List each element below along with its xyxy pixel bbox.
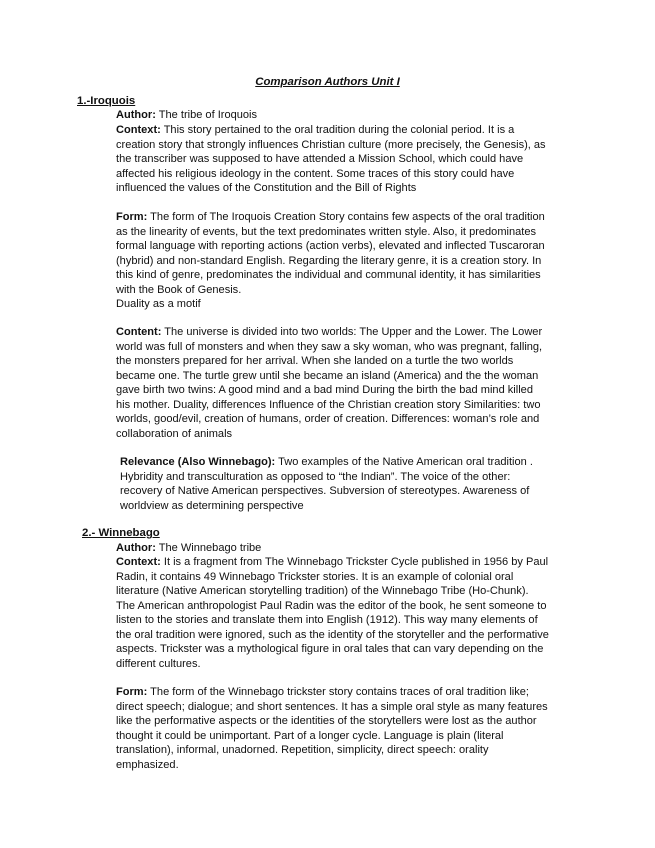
- text-line: Hybridity and transculturation as opposed to “the Indian”. The voice of the other:: [120, 470, 511, 483]
- context-label: Context:: [116, 124, 161, 136]
- text-line: different cultures.: [116, 657, 201, 670]
- relevance-paragraph: [120, 455, 580, 513]
- text-line: It is a fragment from The Winnebago Trickster Cycle published in 1956 by Paul: [163, 556, 549, 568]
- author-label: Author:: [116, 109, 156, 121]
- author-label: Author:: [116, 542, 156, 554]
- text-line: influenced the values of the Constitution and the Bill of Rights: [116, 182, 417, 194]
- form-label: Form:: [116, 686, 148, 698]
- text-line: formal language with reporting actions (action verbs), elevated and inflected Tuscaroran: [116, 240, 545, 252]
- section-heading-winnebago: 2.- Winnebago: [82, 527, 160, 539]
- form-paragraph: [116, 210, 586, 312]
- author-value: The tribe of Iroquois: [158, 109, 258, 121]
- text-line: direct speech; dialogue; and short sentences. It has a simple oral style as many features: [116, 700, 548, 713]
- text-line: with the Book of Genesis.: [116, 283, 242, 296]
- text-line: The American anthropologist Paul Radin was the editor of the book, he sent someone to: [116, 599, 547, 612]
- text-line: the transcriber was supposed to have attended a Mission School, which could have: [116, 153, 524, 165]
- text-line: (hybrid) and non-standard English. Regarding the literary genre, it is a creation story. In: [116, 254, 542, 267]
- text-line: worlds, good/evil, creation of humans, order of creation. Differences: woman’s role and: [116, 413, 540, 425]
- text-line: The universe is divided into two worlds: The Upper and the Lower. The Lower: [164, 326, 543, 338]
- context-label: Context:: [116, 556, 161, 568]
- document-title: Comparison Authors Unit I: [255, 76, 400, 88]
- text-line: The form of The Iroquois Creation Story contains few aspects of the oral tradition: [150, 211, 545, 223]
- text-line: emphasized.: [116, 758, 179, 771]
- text-line: his mother. Duality, differences Influence of the Christian creation story Similarities: two: [116, 398, 541, 411]
- context-paragraph: [116, 555, 586, 671]
- text-line: this kind of genre, predominates the individual and communal identity, it has similarities: [116, 269, 541, 281]
- context-paragraph: [116, 123, 586, 196]
- text-line: the oral tradition were ignored, such as the identity of the storyteller and the performative: [116, 628, 549, 641]
- text-line: Radin, it contains 49 Winnebago Trickster stories. It is an example of colonial oral: [116, 570, 514, 583]
- text-line: the monsters prepared for her arrival. When she landed on a turtle the two worlds: [116, 355, 514, 367]
- form-paragraph: [116, 685, 586, 772]
- author-paragraph: [116, 108, 586, 123]
- section-heading-iroquois: 1.-Iroquois: [77, 95, 136, 107]
- text-line: gave birth two twins: A good mind and a bad mind During the birth the bad mind killed: [116, 384, 533, 396]
- text-line: This story pertained to the oral tradition during the colonial period. It is a: [163, 124, 515, 136]
- text-line: aspects. Trickster was a mythological figure in oral tales that can vary depending on the: [116, 643, 544, 655]
- content-label: Content:: [116, 326, 162, 338]
- text-line: Two examples of the Native American oral tradition .: [278, 456, 533, 468]
- text-line: worldview as determining perspective: [120, 499, 304, 512]
- text-line: as the linearity of events, but the text predominates written style. Also, it predominates: [116, 225, 536, 238]
- text-line: listen to the stories and translate them into English (1912). This way many elements of: [116, 614, 538, 626]
- text-line: creation story that strongly influences Christian culture (more precisely, the Genesis), as: [116, 138, 546, 151]
- content-paragraph: [116, 325, 586, 441]
- text-line: thought it could be unimportant. Part of a longer cycle. Language is plain (literal: [116, 729, 504, 742]
- text-line: literature (Native American storytelling tradition) of the Winnebago Tribe (Ho-Chunk).: [116, 585, 529, 597]
- text-line: world was full of monsters and when they saw a sky woman, who was pregnant, falling,: [116, 340, 543, 353]
- text-line: translation), informal, unadorned. Repetition, simplicity, direct speech: orality: [116, 744, 489, 756]
- text-line: recovery of Native American perspectives. Subversion of stereotypes. Awareness of: [120, 485, 530, 497]
- text-line: became one. The turtle grew until she became an island (America) and the the woman: [116, 369, 539, 382]
- text-line: Duality as a motif: [116, 298, 201, 310]
- text-line: like the performative aspects or the identities of the storytellers were lost as the author: [116, 715, 537, 727]
- text-line: The form of the Winnebago trickster story contains traces of oral tradition like;: [150, 686, 529, 698]
- form-label: Form:: [116, 211, 148, 223]
- author-paragraph: [116, 541, 586, 556]
- author-value: The Winnebago tribe: [158, 542, 262, 554]
- text-line: affected his religious ideology in the content. Some traces of this story could have: [116, 167, 515, 180]
- relevance-label: Relevance (Also Winnebago):: [120, 456, 276, 468]
- text-line: collaboration of animals: [116, 427, 233, 440]
